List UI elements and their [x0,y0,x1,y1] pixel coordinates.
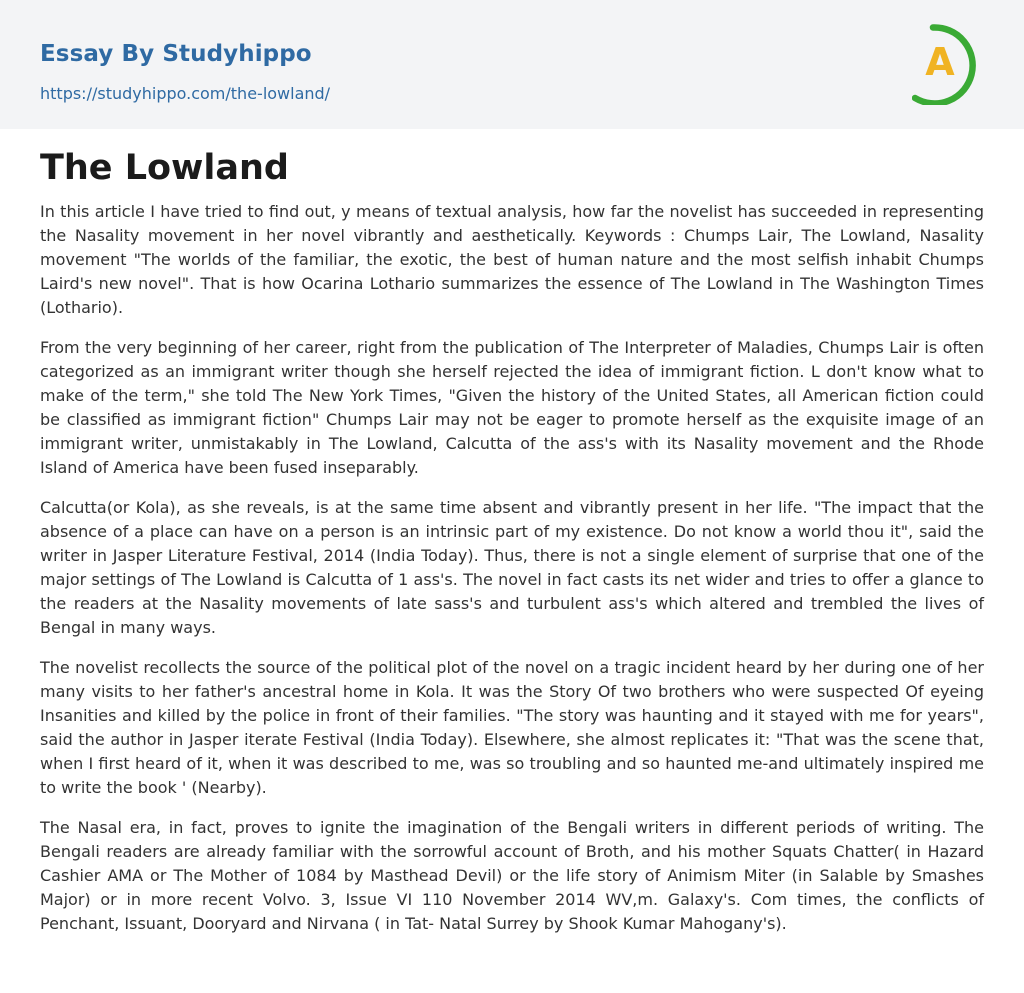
article-paragraph: In this article I have tried to find out, y means of textual analysis, how far the novelist has succeeded in representing the Nasality movement in her novel vibrantly and aesthetically. Keywords : Chumps Lair, The Lowland, Nasality movement "The worlds of the familiar, the exotic, the best of human nature and the most selfish inhabit Chumps Laird's new novel". That is how Ocarina Lothario summarizes the essence of The Lowland in The Washington Times (Lothario). [40,202,984,317]
article-paragraph: Calcutta(or Kola), as she reveals, is at the same time absent and vibrantly present in her life. "The impact that the absence of a place can have on a person is an intrinsic part of my existence. Do not know a world thou it", said the writer in Jasper Literature Festival, 2014 (India Today). Thus, there is not a single element of surprise that one of the major settings of The Lowland is Calcutta of 1 ass's. The novel in fact casts its net wider and tries to offer a glance to the readers at the Nasality movements of late sass's and turbulent ass's which altered and trembled the lives of Bengal in many ways. [40,498,984,637]
essay-url-link[interactable]: https://studyhippo.com/the-lowland/ [40,84,331,103]
article-content [0,129,1024,936]
article-paragraph: From the very beginning of her career, right from the publication of The Interpreter of Maladies, Chumps Lair is often categorized as an immigrant writer though she herself rejected the idea of immigrant fiction. L don't know what to make of the term," she told The New York Times, "Given the history of the United States, all American fiction could be classified as immigrant fiction" Chumps Lair may not be eager to promote herself as the exquisite image of an immigrant writer, unmistakably in The Lowland, Calcutta of the ass's with its Nasality movement and the Rhode Island of America have been fused inseparably. [40,338,984,477]
article-paragraph: The novelist recollects the source of the political plot of the novel on a tragic incident heard by her during one of her many visits to her father's ancestral home in Kola. It was the Story Of two brothers who were suspected Of eyeing Insanities and killed by the police in front of their families. "The story was haunting and it stayed with me for years", said the author in Jasper iterate Festival (India Today). Elsewhere, she almost replicates it: "That was the scene that, when I first heard of it, when it was described to me, was so troubling and so haunted me-and ultimately inspired me to write the book ' (Nearby). [40,658,984,797]
site-header [0,0,1024,129]
article-title: The Lowland [40,148,289,188]
studyhippo-logo-icon[interactable] [912,19,986,105]
article-paragraph: The Nasal era, in fact, proves to ignite the imagination of the Bengali writers in different periods of writing. The Bengali readers are already familiar with the sorrowful account of Broth, and his mother Squats Chatter( in Hazard Cashier AMA or The Mother of 1084 by Masthead Devil) or the life story of Animism Miter (in Salable by Smashes Major) or in more recent Volvo. 3, Issue VI 110 November 2014 WV,m. Galaxy's. Com times, the conflicts of Penchant, Issuant, Dooryard and Nirvana ( in Tat- Natal Surrey by Shook Kumar Mahogany's). [40,818,984,933]
logo-letter: A [925,40,955,84]
site-brand[interactable]: Essay By Studyhippo [40,41,312,67]
